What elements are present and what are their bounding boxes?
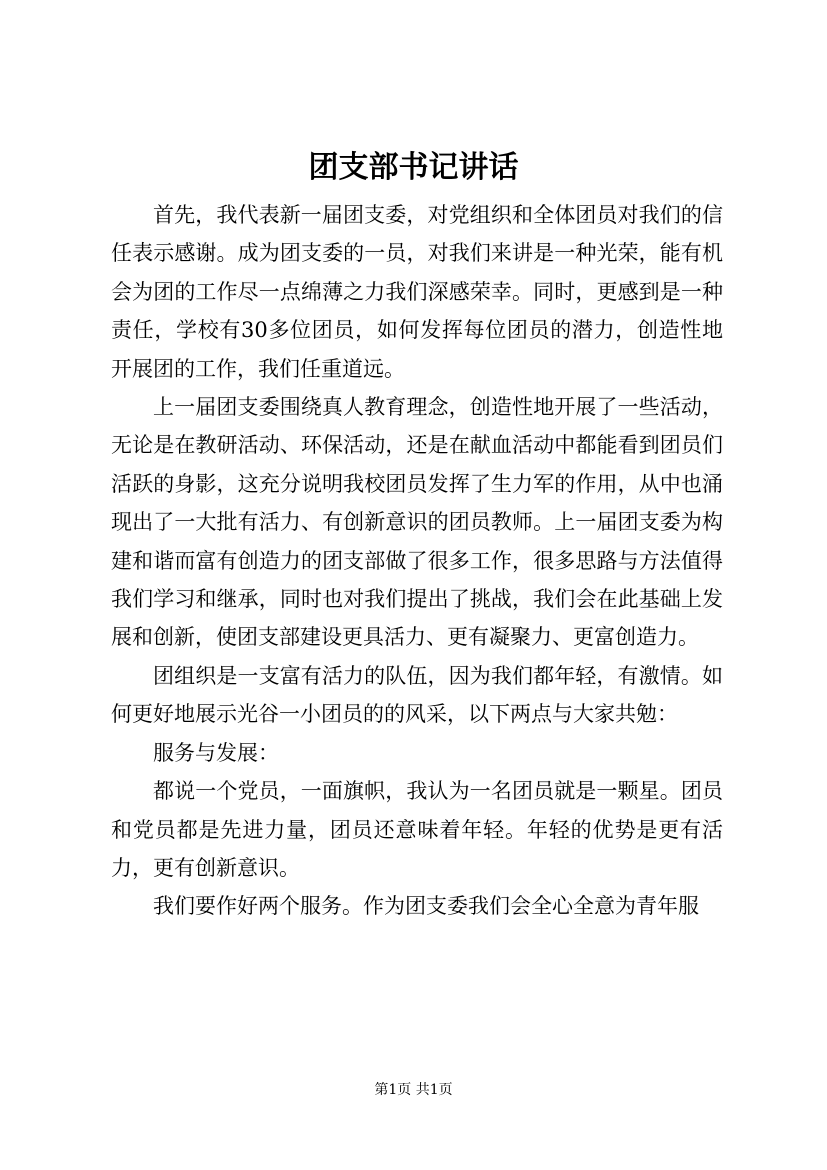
paragraph-two-services: 我们要作好两个服务。作为团支委我们会全心全意为青年服 <box>153 894 699 919</box>
paragraph-organization: 团组织是一支富有活力的队伍，因为我们都年轻，有激情。如何更好地展示光谷一小团员的的风采，以下两点与大家共勉： <box>111 663 723 727</box>
page-number-footer: 第1页 共1页 <box>374 1082 453 1098</box>
paragraph-party-member: 都说一个党员，一面旗帜，我认为一名团员就是一颗星。团员和党员都是先进力量，团员还意味着年轻。年轻的优势是更有活力，更有创新意识。 <box>111 779 723 880</box>
document-body <box>111 196 723 926</box>
paragraph-section-heading: 服务与发展： <box>153 740 279 765</box>
document-title: 团支部书记讲话 <box>308 150 519 185</box>
paragraph-thanks: 首先，我代表新一届团支委，对党组织和全体团员对我们的信任表示感谢。成为团支委的一员，对我们来讲是一种光荣，能有机会为团的工作尽一点绵薄之力我们深感荣幸。同时，更感到是一种责任，学校有30多位团员，如何发挥每位团员的潜力，创造性地开展团的工作，我们任重道远。 <box>111 203 723 381</box>
paragraph-previous-committee: 上一届团支委围绕真人教育理念，创造性地开展了一些活动，无论是在教研活动、环保活动，还是在献血活动中都能看到团员们活跃的身影，这充分说明我校团员发挥了生力军的作用，从中也涌现出了一大批有活力、有创新意识的团员教师。上一届团支委为构建和谐而富有创造力的团支部做了很多工作，很多思路与方法值得我们学习和继承，同时也对我们提出了挑战，我们会在此基础上发展和创新，使团支部建设更具活力、更有凝聚力、更富创造力。 <box>111 395 723 650</box>
